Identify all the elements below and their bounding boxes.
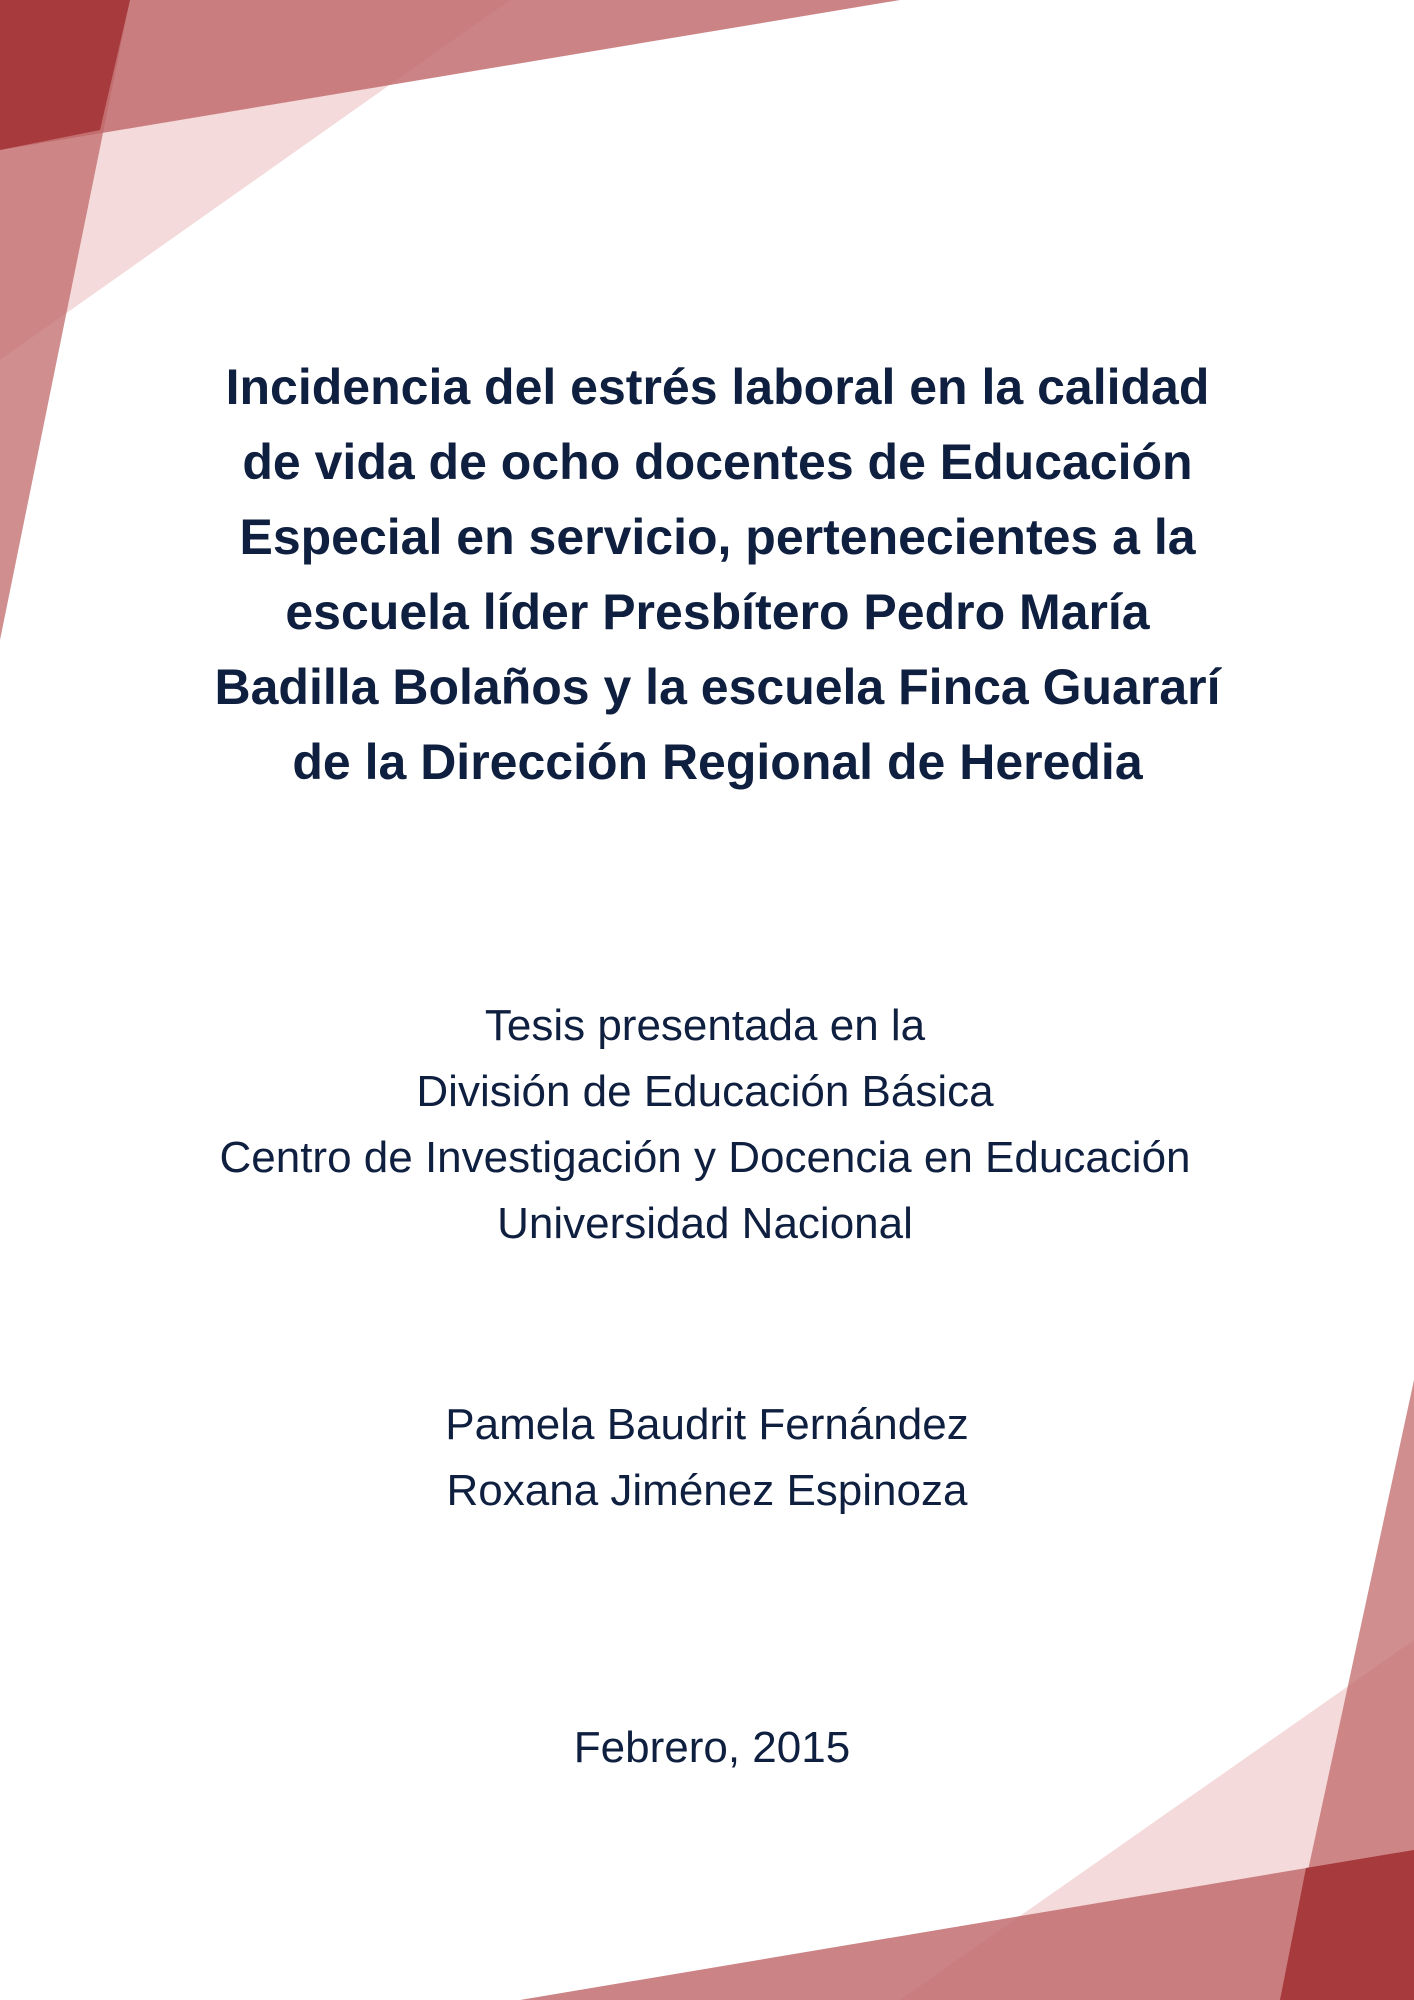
title-line: de la Dirección Regional de Heredia (292, 734, 1143, 790)
institution-line: División de Educación Básica (416, 1067, 994, 1116)
authors-block (300, 1392, 1114, 1524)
title-line: escuela líder Presbítero Pedro María (285, 584, 1150, 640)
thesis-title (140, 350, 1295, 800)
institution-line: Centro de Investigación y Docencia en Educación (219, 1133, 1191, 1182)
bottom-right-band (520, 1850, 1414, 2000)
institution-line: Universidad Nacional (497, 1199, 913, 1248)
institution-line: Tesis presentada en la (484, 1001, 926, 1050)
title-line: Incidencia del estrés laboral en la calidad (225, 359, 1210, 415)
author-name: Pamela Baudrit Fernández (445, 1400, 969, 1449)
author-name: Roxana Jiménez Espinoza (446, 1466, 968, 1515)
title-line: Badilla Bolaños y la escuela Finca Guararí (214, 659, 1221, 715)
title-line: Especial en servicio, pertenecientes a la (239, 509, 1196, 565)
title-line: de vida de ocho docentes de Educación (242, 434, 1193, 490)
top-left-band (0, 0, 900, 150)
institution-block (150, 993, 1260, 1257)
publication-date: Febrero, 2015 (573, 1723, 851, 1772)
